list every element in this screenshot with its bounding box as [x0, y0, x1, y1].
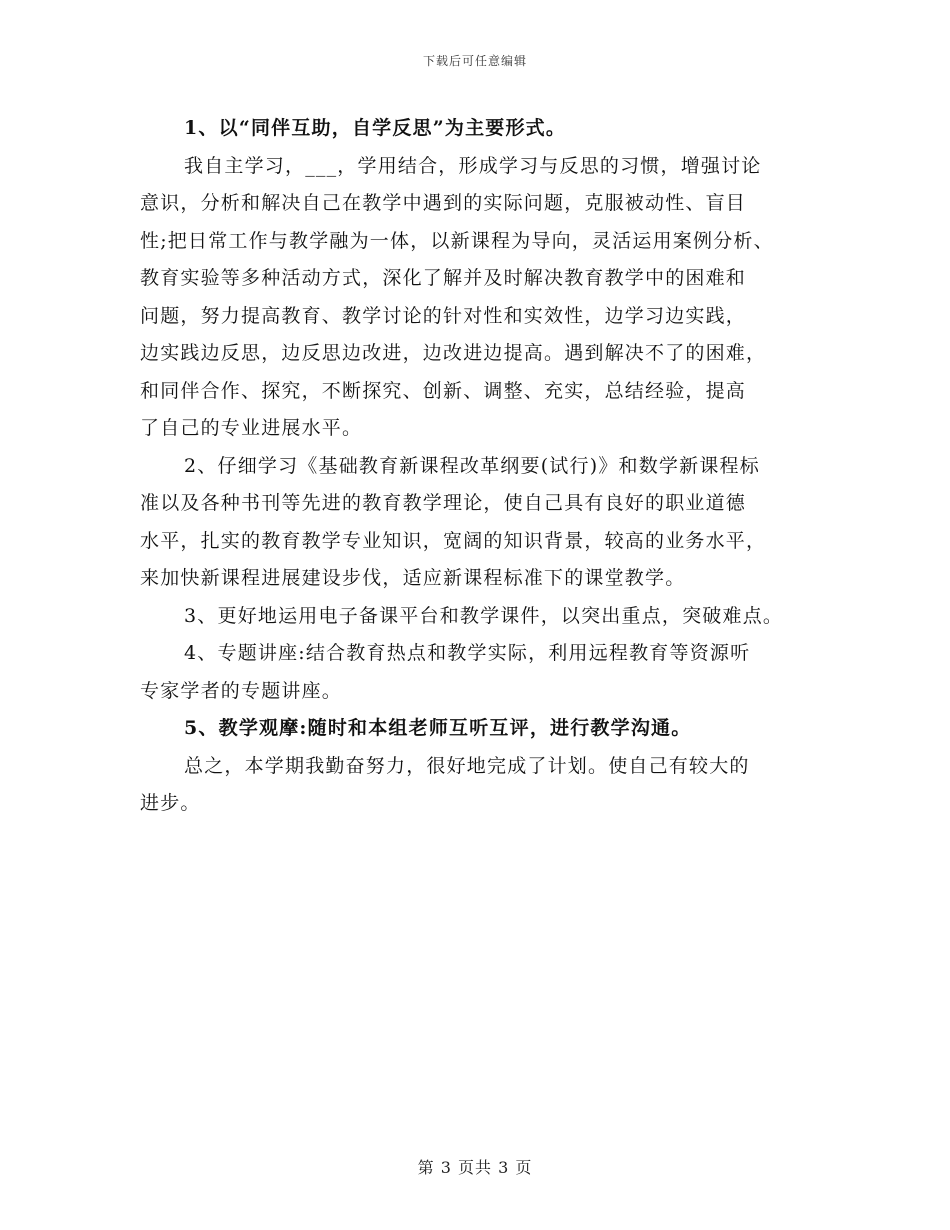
paragraph-line: 2、仔细学习《基础教育新课程改革纲要(试行)》和数学新课程标: [184, 454, 760, 477]
paragraph-line: 问题，努力提高教育、教学讨论的针对性和实效性，边学习边实践，: [140, 304, 747, 327]
paragraph-line: 了自己的专业进展水平。: [140, 417, 363, 439]
paragraph-line: 总之，本学期我勤奋努力，很好地完成了计划。使自己有较大的: [184, 754, 750, 777]
heading-item-5: 5、教学观摩:随时和本组老师互听互评，进行教学沟通。: [184, 717, 692, 739]
paragraph-line: 教育实验等多种活动方式，深化了解并及时解决教育教学中的困难和: [140, 267, 747, 289]
paragraph-line: 意识，分析和解决自己在教学中遇到的实际问题，克服被动性、盲目: [140, 192, 747, 214]
paragraph-line: 进步。: [140, 792, 201, 814]
document-body: [140, 110, 815, 823]
page-number-footer: 第 3 页共 3 页: [417, 1158, 533, 1177]
paragraph-line: 我自主学习，___，学用结合，形成学习与反思的习惯，增强讨论: [184, 154, 762, 177]
header-note: 下载后可任意编辑: [422, 54, 527, 68]
heading-item-1: 1、以“同伴互助，自学反思”为主要形式。: [184, 117, 567, 139]
paragraph-line: 水平，扎实的教育教学专业知识，宽阔的知识背景，较高的业务水平，: [140, 529, 767, 552]
paragraph-line: 来加快新课程进展建设步伐，适应新课程标准下的课堂教学。: [140, 567, 686, 589]
paragraph-line: 准以及各种书刊等先进的教育教学理论，使自己具有良好的职业道德: [140, 492, 747, 514]
paragraph-line: 性;把日常工作与教学融为一体，以新课程为导向，灵活运用案例分析、: [140, 229, 774, 252]
paragraph-line: 4、专题讲座:结合教育热点和教学实际，利用远程教育等资源听: [184, 642, 751, 664]
paragraph-line: 边实践边反思，边反思边改进，边改进边提高。遇到解决不了的困难，: [140, 342, 767, 364]
paragraph-line: 和同伴合作、探究，不断探究、创新、调整、充实，总结经验，提高: [140, 379, 747, 402]
paragraph-line: 3、更好地运用电子备课平台和教学课件，以突出重点，突破难点。: [184, 604, 784, 627]
paragraph-line: 专家学者的专题讲座。: [140, 679, 343, 702]
